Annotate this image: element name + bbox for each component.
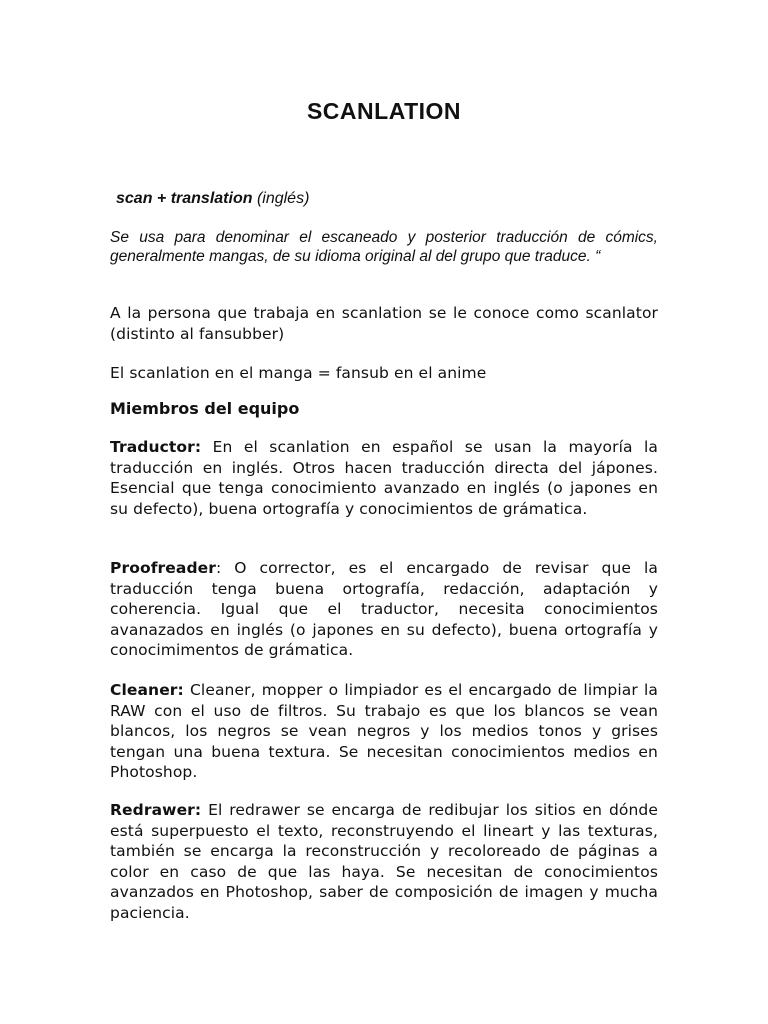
definition-paragraph: Se usa para denominar el escaneado y posterior traducción de cómics, generalmente mangas, de su idioma original al del grupo que traduce. “ [110, 229, 658, 265]
role-description: : O corrector, es el encargado de revisar que la traducción tenga buena ortografía, redacción, adaptación y coherencia. Igual que el traductor, necesita conocimientos avanazados en inglés (o japones en su defecto), buena ortografía y conocimimentos de grámatica. [110, 559, 658, 659]
role-term: Proofreader [110, 559, 217, 577]
role-term: Traductor: [110, 438, 202, 456]
role-description: El redrawer se encarga de redibujar los sitios en dónde está superpuesto el texto, reconstruyendo el lineart y las texturas, también se encarga la reconstrucción y recoloreado de páginas a color en caso de que las haya. Se necesitan de conocimientos avanzados en Photoshop, saber de composición de imagen y mucha paciencia. [110, 801, 658, 922]
role-term: Cleaner: [110, 681, 184, 699]
intro-paragraph-scanlator: A la persona que trabaja en scanlation se le conoce como scanlator (distinto al fansubber) [110, 304, 658, 343]
etymology-language: (inglés) [252, 190, 310, 207]
role-term: Redrawer: [110, 801, 202, 819]
etymology-phrase: scan + translation [116, 190, 253, 207]
role-paragraph-proofreader [110, 558, 658, 661]
role-paragraph-cleaner [110, 680, 658, 783]
section-heading: Miembros del equipo [110, 399, 300, 418]
page-title: SCANLATION [306, 98, 462, 124]
role-description: Cleaner, mopper o limpiador es el encargado de limpiar la RAW con el uso de filtros. Su trabajo es que los blancos se vean blancos, los negros se vean negros y los medios tonos y grises tengan una buena textura. Se necesitan conocimientos medios en Photoshop. [110, 681, 658, 781]
role-paragraph-redrawer [110, 800, 658, 923]
role-description: En el scanlation en español se usan la mayoría la traducción en inglés. Otros hacen traducción directa del jápones. Esencial que tenga conocimiento avanzado en inglés (o japones en su defecto), buena ortografía y conocimientos de grámatica. [110, 438, 658, 518]
intro-paragraph-fansub: El scanlation en el manga = fansub en el anime [110, 364, 487, 382]
etymology-line [116, 190, 309, 208]
role-paragraph-traductor [110, 437, 658, 519]
